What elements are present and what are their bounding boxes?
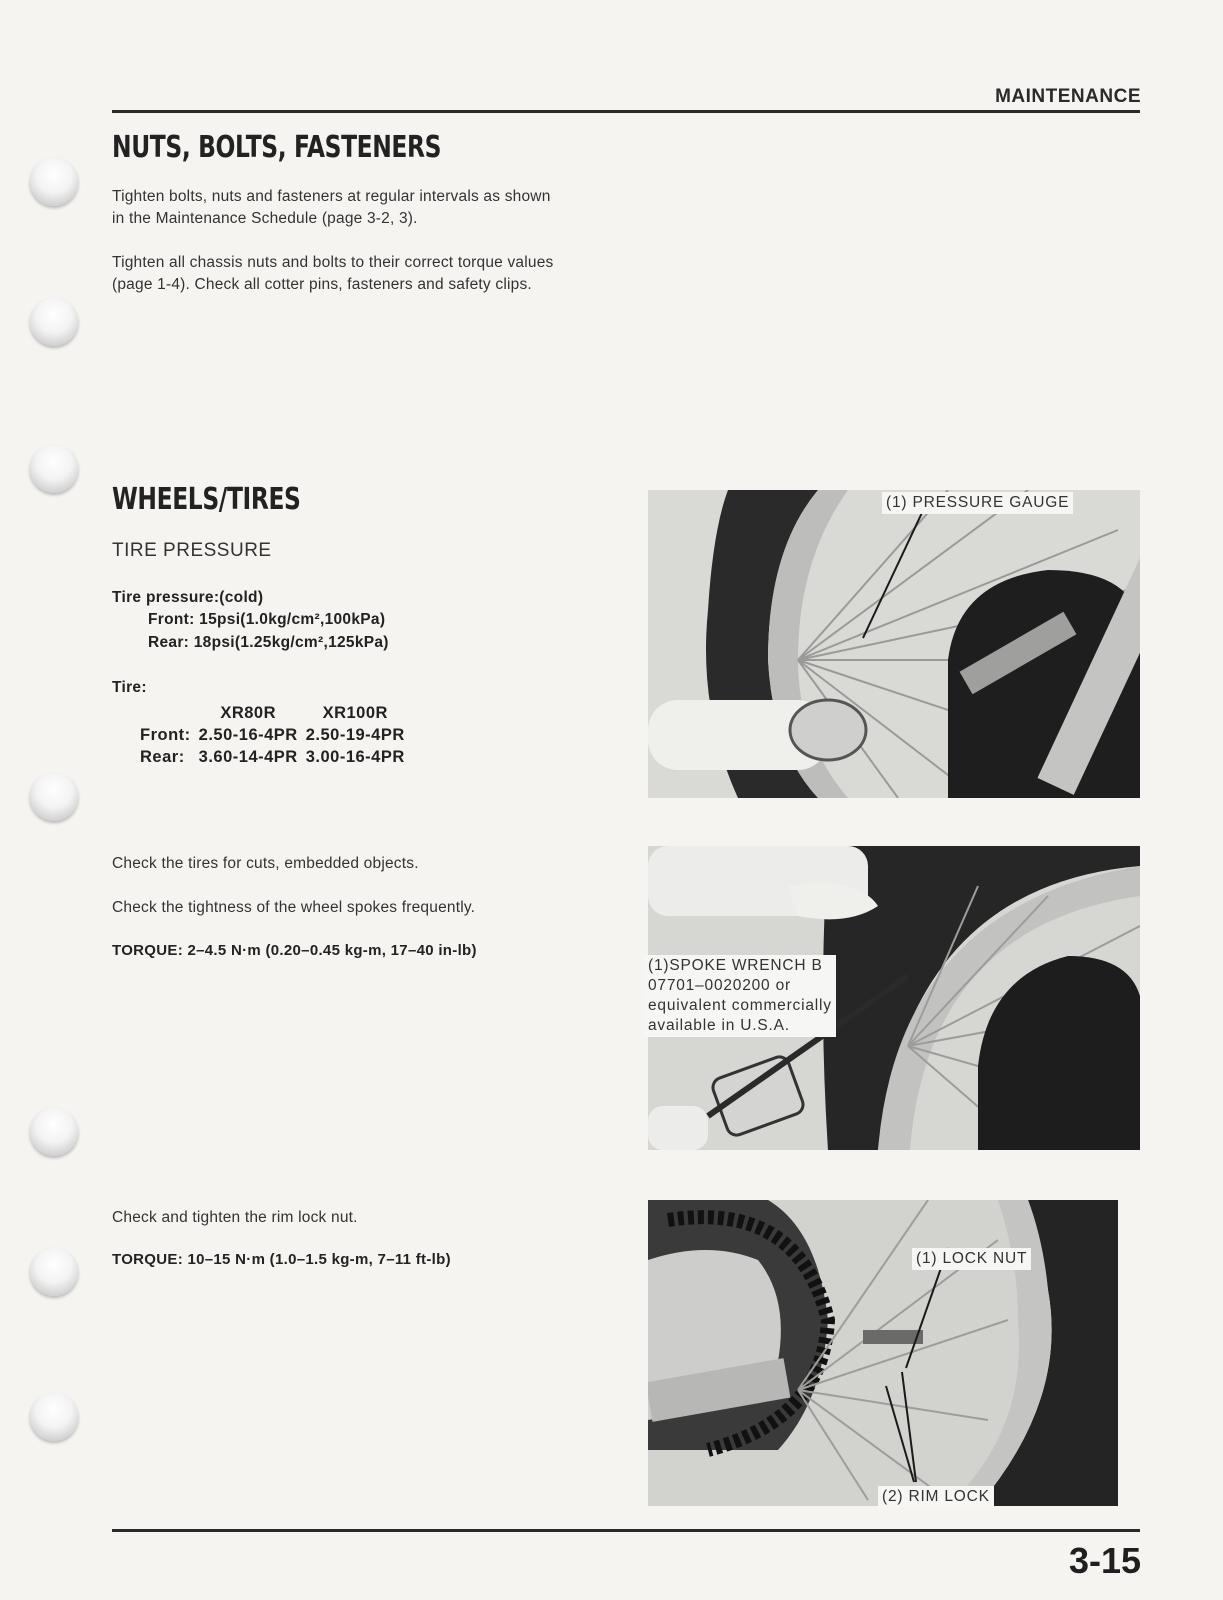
binder-hole	[30, 1248, 78, 1296]
row-label: Front:	[140, 726, 191, 744]
nuts-paragraph-1	[112, 186, 551, 230]
page-number: 3-15	[1068, 1540, 1141, 1581]
header-rule	[112, 110, 1140, 113]
table-header-xr80r: XR80R	[220, 704, 277, 722]
spoke-wrench-callout	[644, 955, 836, 1037]
text-line: Tighten all chassis nuts and bolts to their correct torque values	[112, 254, 554, 271]
table-row	[140, 746, 413, 768]
lock-nut-callout: (1) LOCK NUT	[912, 1248, 1031, 1270]
text-line: (page 1-4). Check all cotter pins, fasteners and safety clips.	[112, 276, 532, 293]
binder-hole	[30, 445, 78, 493]
text-line: in the Maintenance Schedule (page 3-2, 3).	[112, 210, 418, 227]
callout-line: (1)SPOKE WRENCH B	[648, 957, 823, 974]
pressure-label: Tire pressure:(cold)	[112, 589, 264, 606]
table-header-row	[140, 702, 413, 724]
text-line: Tighten bolts, nuts and fasteners at regular intervals as shown	[112, 188, 551, 205]
table-cell: 3.60-14-4PR	[198, 748, 298, 766]
rear-pressure: Rear: 18psi(1.25kg/cm²,125kPa)	[148, 634, 389, 651]
rim-torque-spec: TORQUE: 10–15 N·m (1.0–1.5 kg-m, 7–11 ft-lb)	[112, 1251, 451, 1268]
wheels-tires-title: WHEELS/TIRES	[112, 482, 301, 517]
callout-line: available in U.S.A.	[648, 1017, 790, 1034]
nuts-bolts-title: NUTS, BOLTS, FASTENERS	[112, 130, 442, 165]
section-header-label: MAINTENANCE	[995, 86, 1141, 107]
binder-hole	[30, 1108, 78, 1156]
table-cell	[140, 702, 199, 724]
spoke-torque-spec: TORQUE: 2–4.5 N·m (0.20–0.45 kg-m, 17–40 in-lb)	[112, 942, 477, 959]
tire-size-table	[140, 702, 413, 768]
tire-label: Tire:	[112, 679, 147, 696]
check-spokes-text: Check the tightness of the wheel spokes frequently.	[112, 899, 476, 916]
table-row	[140, 724, 413, 746]
callout-line: 07701–0020200 or	[648, 977, 791, 994]
footer-rule	[112, 1529, 1140, 1532]
binder-hole	[30, 298, 78, 346]
table-cell: 3.00-16-4PR	[305, 748, 405, 766]
rim-lock-callout: (2) RIM LOCK	[878, 1486, 994, 1508]
row-label: Rear:	[140, 748, 185, 766]
tire-pressure-subtitle: TIRE PRESSURE	[112, 540, 272, 561]
table-cell: 2.50-19-4PR	[305, 726, 405, 744]
callout-line: equivalent commercially	[648, 997, 832, 1014]
binder-hole	[30, 158, 78, 206]
front-pressure: Front: 15psi(1.0kg/cm²,100kPa)	[148, 611, 386, 628]
binder-hole	[30, 1393, 78, 1441]
pressure-gauge-callout: (1) PRESSURE GAUGE	[882, 492, 1073, 514]
table-cell: 2.50-16-4PR	[198, 726, 298, 744]
rim-lock-photo	[648, 1200, 1118, 1506]
check-cuts-text: Check the tires for cuts, embedded objects.	[112, 855, 419, 872]
binder-hole	[30, 773, 78, 821]
check-rim-text: Check and tighten the rim lock nut.	[112, 1209, 358, 1226]
table-header-xr100r: XR100R	[322, 704, 388, 722]
nuts-paragraph-2	[112, 252, 553, 296]
pressure-gauge-photo	[648, 490, 1140, 798]
